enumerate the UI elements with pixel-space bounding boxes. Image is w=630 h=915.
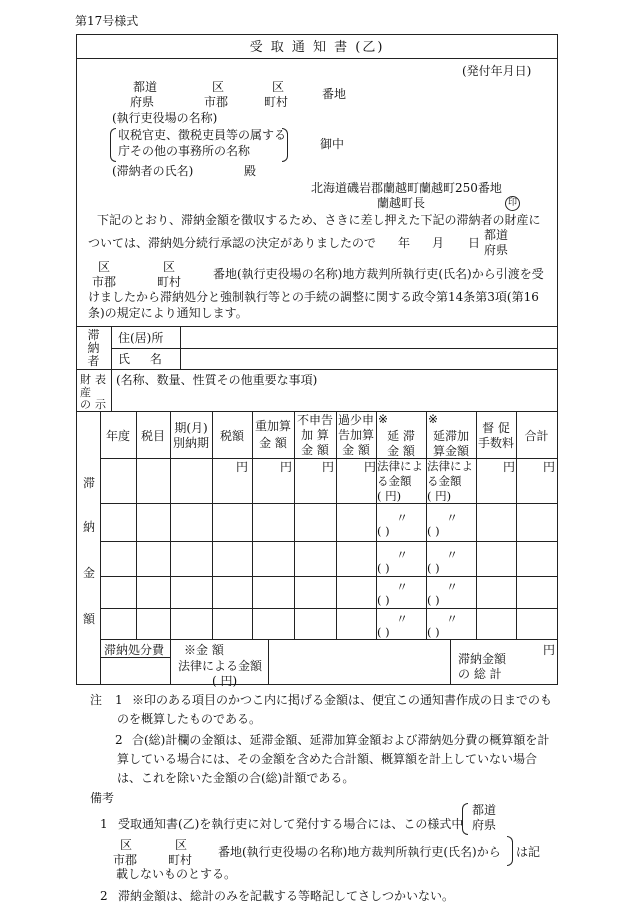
amount-label-char1: 滞 <box>83 476 96 490</box>
delay-law-l1: 法律によ <box>377 459 423 473</box>
body-line4: けましたから滞納処分と強制執行等との手続の調整に関する政令第14条第3項(第16 <box>88 290 539 304</box>
addr-ku2: 区 <box>272 80 285 94</box>
paren-delayadd-row3: ( ) <box>427 561 440 575</box>
yen-nonfile: 円 <box>322 460 335 474</box>
remark1-ku2: 区 <box>175 838 188 852</box>
col-nonfile-2: 加 算 <box>301 428 329 442</box>
paren-delay-row4: ( ) <box>377 593 390 607</box>
taxpayer-label-char1: 滞 <box>87 328 100 342</box>
col-fee-1: 督 促 <box>482 421 510 435</box>
col-nonfile-3: 金 額 <box>301 443 329 457</box>
amount-label-char4: 額 <box>83 612 96 626</box>
col-nonfile-1: 不申告 <box>296 413 333 427</box>
note2-line2: 算している場合には、その金額を含めた合計額、概算額を計上していない場合 <box>117 752 538 766</box>
taxpayer-mid <box>111 348 558 349</box>
col-delay-2: 金 額 <box>387 444 415 458</box>
recipient-brace-right <box>282 128 288 162</box>
col-delayadd-1: 延滞加 <box>432 429 469 443</box>
taxpayer-address-label: 住(居)所 <box>118 331 164 345</box>
remark1-fuken: 府県 <box>472 818 497 832</box>
ditto-delayadd-row2: 〃 <box>446 511 459 525</box>
taxpayer-col-sep <box>111 326 112 411</box>
remark1-line1: 受取通知書(乙)を執行吏に対して発付する場合には、この様式中 <box>118 817 464 831</box>
paren-delay-row5: ( ) <box>377 625 390 639</box>
col-delayadd-mark: ※ <box>428 412 439 426</box>
table-col-line-11 <box>516 411 517 639</box>
table-row-line-1 <box>100 503 557 504</box>
sender-address: 北海道磯岩郡蘭越町蘭越町250番地 <box>311 181 502 195</box>
property-description: (名称、数量、性質その他重要な事項) <box>116 373 318 387</box>
body-ku1: 区 <box>98 260 111 274</box>
taxpayer-label <box>76 329 111 369</box>
mark-amount-label: ※金 額 <box>184 643 224 657</box>
ditto-delayadd-row5: 〃 <box>446 612 459 626</box>
recipient-onchu: 御中 <box>320 137 345 151</box>
note2-num: 2 <box>115 733 123 747</box>
paren-delayadd-row5: ( ) <box>427 625 440 639</box>
amount-label-char2: 納 <box>83 520 96 534</box>
ditto-delay-row2: 〃 <box>396 511 409 525</box>
recipient-brace-left <box>110 128 116 162</box>
delay-law-l2: る金額 <box>377 474 412 488</box>
grand-total-yen: 円 <box>543 643 556 657</box>
col-tax: 税目 <box>140 429 165 443</box>
form-number: 第17号様式 <box>75 14 139 28</box>
law-amount-paren: ( 円) <box>212 674 238 688</box>
grand-total-label-1: 滞納金額 <box>458 652 507 666</box>
disposal-fee-label: 滞納処分費 <box>104 643 165 657</box>
recipient-line1: 収税官吏、徴税吏員等の属する <box>118 128 287 142</box>
remark1-todou: 都道 <box>472 803 497 817</box>
grand-total-label-2: の 総 計 <box>458 667 502 681</box>
yen-total: 円 <box>543 460 556 474</box>
addr-ku1: 区 <box>212 80 225 94</box>
taxpayer-name-label: 氏 名 <box>118 352 170 366</box>
col-delay-mark: ※ <box>378 412 389 426</box>
col-period-1: 期(月) <box>174 421 208 435</box>
body-ku2: 区 <box>163 260 176 274</box>
taxpayer-top <box>76 326 558 327</box>
table-row-line-2 <box>100 541 557 542</box>
yen-fee: 円 <box>503 460 516 474</box>
delay-law-l3: ( 円) <box>377 489 402 503</box>
property-bottom <box>76 411 558 412</box>
remark1-chouson: 町村 <box>168 853 193 867</box>
title-divider <box>76 58 558 59</box>
officer-place: (執行吏役場の名称) <box>112 111 218 125</box>
frame-top <box>76 34 558 35</box>
col-delayadd-2: 算金額 <box>432 444 469 458</box>
taxpayer-label-sep <box>180 326 181 369</box>
col-delay-1: 延 滞 <box>387 429 415 443</box>
table-col-line-4 <box>212 411 213 639</box>
frame-bottom <box>76 684 558 685</box>
body-line3: 番地(執行吏役場の名称)地方裁判所執行吏(氏名)から引渡を受 <box>213 267 544 281</box>
paren-delay-row2: ( ) <box>377 524 390 538</box>
col-taxamt: 税額 <box>219 429 244 443</box>
paren-delayadd-row2: ( ) <box>427 524 440 538</box>
dono-label: 殿 <box>244 164 257 178</box>
ditto-delay-row3: 〃 <box>396 548 409 562</box>
notes-head: 注 <box>90 693 103 707</box>
col-year: 年度 <box>105 429 130 443</box>
addr-todou: 都道 <box>133 80 158 94</box>
footer-sep-2 <box>268 639 269 684</box>
body-tsuki: 月 <box>432 236 445 250</box>
recipient-line2: 庁その他の事務所の名称 <box>118 144 251 158</box>
col-period-2: 別納期 <box>172 436 209 450</box>
table-body-bottom <box>100 639 557 640</box>
ditto-delay-row4: 〃 <box>396 580 409 594</box>
ditto-delay-row5: 〃 <box>396 612 409 626</box>
frame-right <box>557 34 558 684</box>
issue-date: (発付年月日) <box>462 64 532 78</box>
property-label-3: 産 <box>80 386 91 399</box>
table-col-line-1 <box>100 411 101 639</box>
remark1-shigun: 市郡 <box>113 853 138 867</box>
property-label-5: 示 <box>95 398 106 411</box>
addr-chouson: 町村 <box>264 95 289 109</box>
remark1-brace-right <box>507 836 513 866</box>
body-hi: 日 <box>468 236 481 250</box>
col-under-1: 過少申 <box>337 413 374 427</box>
col-add-2: 金 額 <box>259 436 287 450</box>
remark1-ku1: 区 <box>120 838 133 852</box>
note2-line1: 合(総)計欄の金額は、延滞金額、延滞加算金額および滞納処分費の概算額を計 <box>132 733 550 747</box>
property-label-1: 財 <box>80 373 91 386</box>
note1-line1: ※印のある項目のかつこ内に掲げる金額は、便宜この通知書作成の日までのも <box>132 693 553 707</box>
delayadd-law-l2: る金額 <box>427 474 462 488</box>
table-row-line-3 <box>100 576 557 577</box>
delayadd-law-l1: 法律によ <box>427 459 473 473</box>
col-under-2: 告加算 <box>337 428 374 442</box>
addr-fuken: 府県 <box>130 95 155 109</box>
body-line1: 下記のとおり、滞納金額を徴収するため、さきに差し押えた下記の滞納者の財産に <box>97 213 541 227</box>
taxpayer-label-char3: 者 <box>87 354 100 369</box>
body-line2: ついては、滞納処分続行承認の決定がありましたので <box>88 236 377 250</box>
table-header-bottom <box>100 458 557 459</box>
remarks-head: 備考 <box>90 791 115 805</box>
note2-line3: は、これを除いた金額の合(総)計額である。 <box>117 771 355 785</box>
col-under-3: 金 額 <box>342 443 370 457</box>
body-shigun: 市郡 <box>92 275 117 289</box>
ditto-delayadd-row4: 〃 <box>446 580 459 594</box>
body-chouson: 町村 <box>157 275 182 289</box>
footer-sep-1 <box>170 639 171 684</box>
body-line5: 条)の規定により通知します。 <box>88 306 248 320</box>
remark1-line2: 番地(執行吏役場の名称)地方裁判所執行吏(氏名)から <box>218 845 501 859</box>
addr-shigun: 市郡 <box>204 95 229 109</box>
body-fuken: 府県 <box>484 243 509 257</box>
note1-line2: のを概算したものである。 <box>117 712 262 726</box>
taxpayer-bottom <box>76 369 558 370</box>
yen-under: 円 <box>364 460 377 474</box>
footer-sep-4 <box>100 639 101 684</box>
paren-delay-row3: ( ) <box>377 561 390 575</box>
remark1-brace-left <box>462 803 468 835</box>
note1-num: 1 <box>115 693 123 707</box>
col-total: 合計 <box>524 429 549 443</box>
footer-sep-3 <box>450 639 451 684</box>
document-title: 受 取 通 知 書 (乙) <box>249 40 385 55</box>
yen-taxamt: 円 <box>236 460 249 474</box>
delayadd-law-l3: ( 円) <box>427 489 452 503</box>
col-fee-2: 手数料 <box>477 436 514 450</box>
remark1-line3: 載しないものとする。 <box>116 867 237 881</box>
delinquent-name-label: (滞納者の氏名) <box>112 164 194 178</box>
body-todou: 都道 <box>484 228 509 242</box>
addr-banchi: 番地 <box>322 87 347 101</box>
yen-add: 円 <box>280 460 293 474</box>
ditto-delayadd-row3: 〃 <box>446 548 459 562</box>
sender-title: 蘭越町長 <box>377 196 426 210</box>
law-amount-label: 法律による金額 <box>178 659 263 673</box>
remark1-tail: は記 <box>516 845 541 859</box>
table-col-line-2 <box>136 411 137 639</box>
seal-mark: 印 <box>505 196 520 211</box>
remark2-num: 2 <box>100 889 108 903</box>
property-label-2: 表 <box>95 373 106 386</box>
taxpayer-label-char2: 納 <box>87 341 100 356</box>
body-nen: 年 <box>398 236 411 250</box>
col-add-1: 重加算 <box>254 419 291 433</box>
remark2-line1: 滞納金額は、総計のみを記載する等略記してさしつかいない。 <box>118 889 455 903</box>
paren-delayadd-row4: ( ) <box>427 593 440 607</box>
property-label-4: の <box>80 398 91 411</box>
amount-label-char3: 金 <box>83 566 96 580</box>
remark1-num: 1 <box>100 817 108 831</box>
table-row-line-4 <box>100 608 557 609</box>
